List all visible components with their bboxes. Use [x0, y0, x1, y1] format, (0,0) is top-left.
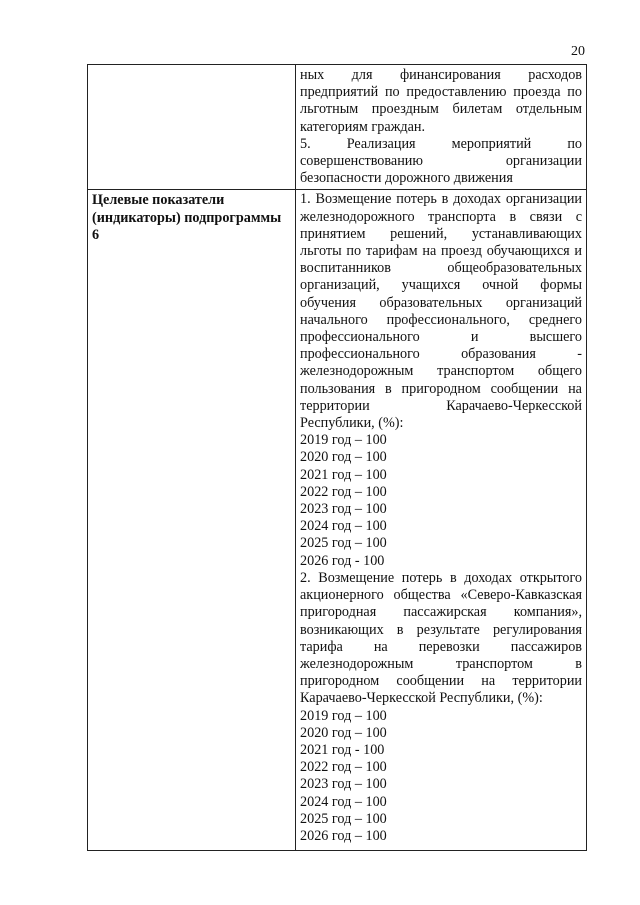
- road-safety-paragraph: 5. Реализация мероприятий по совершенствованию организации безопасности дорожного движения: [300, 135, 582, 187]
- indicator-1-year: 2024 год – 100: [300, 518, 387, 535]
- indicator-1-year: 2023 год – 100: [300, 501, 387, 518]
- table-row: [88, 65, 587, 190]
- row-content: [296, 190, 587, 851]
- financing-paragraph: ных для финансирования расходов предприятий по предоставлению проезда по льготным проездным билетам отдельным категориям граждан.: [300, 67, 582, 135]
- indicator-1-year: 2021 год – 100: [300, 466, 387, 483]
- row-label: Целевые показатели (индикаторы) подпрограммы 6: [88, 190, 296, 851]
- indicator-2-year: 2021 год - 100: [300, 741, 385, 758]
- indicator-2-year: 2020 год – 100: [300, 724, 387, 741]
- row-label: [88, 65, 296, 190]
- indicator-2-year: 2023 год – 100: [300, 776, 387, 793]
- indicator-2-text: 2. Возмещение потерь в доходах открытого акционерного общества «Северо-Кавказская пригородная пассажирская компания», возникающих в результате регулирования тарифа на перевозки пассажиров железнодорожным транспортом в пригородном сообщении на территории Карачаево-Черкесской Республики, (%):: [300, 569, 582, 707]
- indicator-1-year: 2019 год – 100: [300, 432, 387, 449]
- page-number: 20: [571, 44, 585, 59]
- indicator-2-year: 2024 год – 100: [300, 793, 387, 810]
- table-row: [88, 190, 587, 851]
- indicator-2-year: 2026 год – 100: [300, 827, 387, 844]
- indicator-1-year: 2025 год – 100: [300, 535, 387, 552]
- indicator-1-text: 1. Возмещение потерь в доходах организации железнодорожного транспорта в связи с принятием решений, устанавливающих льготы по тарифам на проезд обучающихся и воспитанников общеобразовательных организаций, учащихся очной формы обучения образовательных организаций начального профессионального, среднего профессионального и высшего профессионального образования - железнодорожным транспортом общего пользования в пригородном сообщении на территории Карачаево-Черкесской Республики, (%):: [300, 191, 582, 432]
- indicator-2-year: 2022 год – 100: [300, 759, 387, 776]
- program-table: [87, 64, 587, 851]
- indicator-1-year: 2022 год – 100: [300, 483, 387, 500]
- indicator-2-year: 2019 год – 100: [300, 707, 387, 724]
- row-content: [296, 65, 587, 190]
- indicator-1-year: 2020 год – 100: [300, 449, 387, 466]
- indicator-1-year: 2026 год - 100: [300, 552, 385, 569]
- indicator-2-year: 2025 год – 100: [300, 810, 387, 827]
